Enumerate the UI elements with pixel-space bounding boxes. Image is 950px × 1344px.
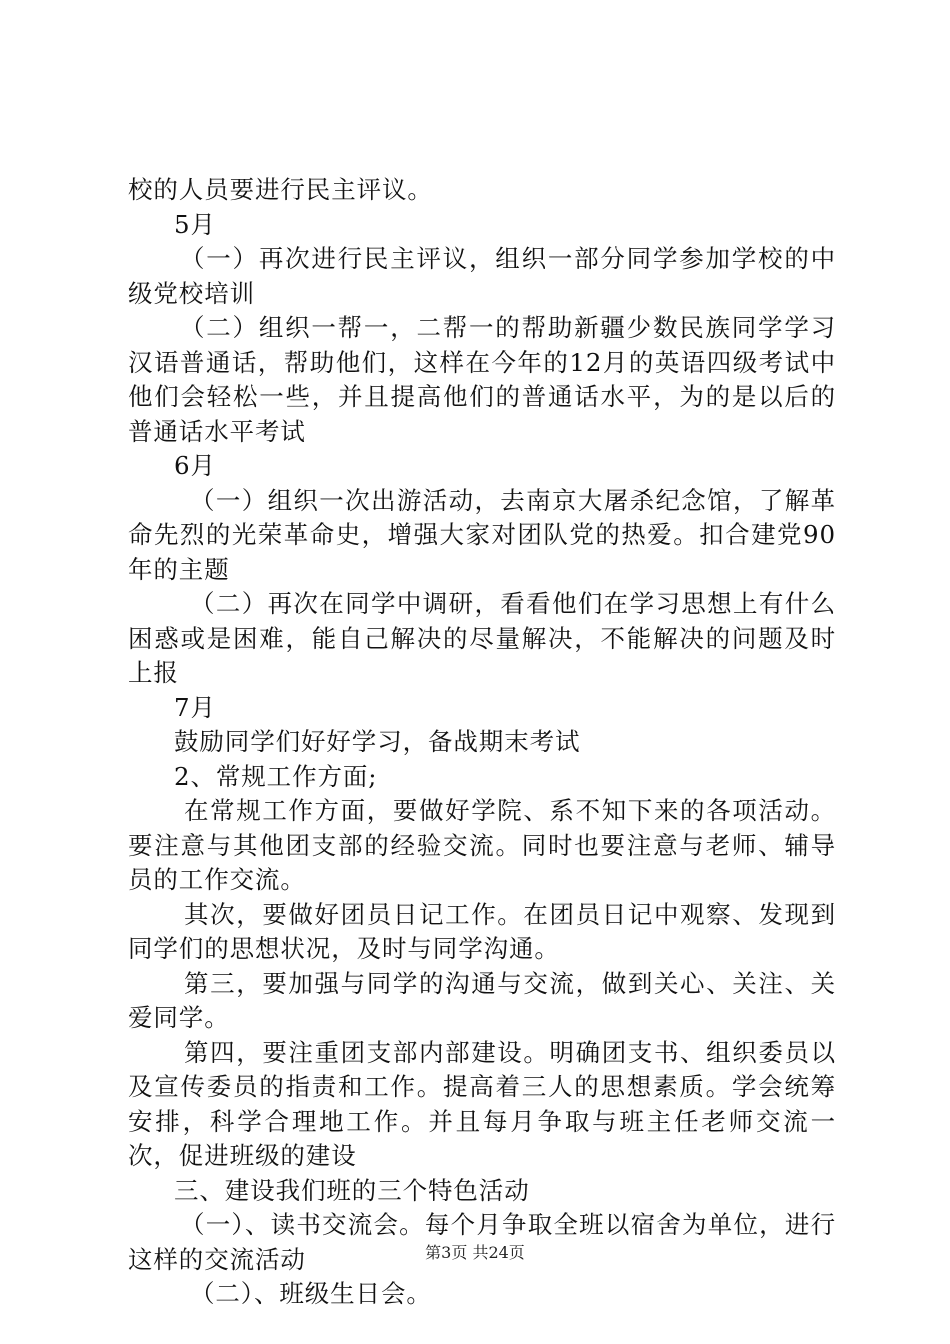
month-heading-july: 7月 xyxy=(174,692,216,722)
paragraph: （一）再次进行民主评议，组织一部分同学参加学校的中级党校培训 xyxy=(128,244,836,308)
month-heading-may: 5月 xyxy=(174,209,216,239)
section-heading: 三、建设我们班的三个特色活动 xyxy=(174,1175,530,1205)
paragraph: （二）、班级生日会。 xyxy=(190,1279,432,1308)
section-heading: 2、常规工作方面; xyxy=(174,761,378,791)
paragraph: 其次，要做好团员日记工作。在团员日记中观察、发现到同学们的思想状况，及时与同学沟通。 xyxy=(128,899,836,963)
paragraph: 第四，要注重团支部内部建设。明确团支书、组织委员以及宣传委员的指责和工作。提高着三人的思想素质。学会统筹安排，科学合理地工作。并且每月争取与班主任老师交流一次，促进班级的建设 xyxy=(128,1037,836,1170)
page-footer: 第3页 共24页 xyxy=(425,1243,525,1262)
paragraph: （一）组织一次出游活动，去南京大屠杀纪念馆，了解革命先烈的光荣革命史，增强大家对团队党的热爱。扣合建党90年的主题 xyxy=(128,485,836,584)
paragraph: 在常规工作方面，要做好学院、系不知下来的各项活动。要注意与其他团支部的经验交流。同时也要注意与老师、辅导员的工作交流。 xyxy=(128,796,836,894)
document-body xyxy=(128,173,836,1312)
paragraph: （一）、读书交流会。每个月争取全班以宿舍为单位，进行这样的交流活动 xyxy=(128,1210,836,1274)
paragraph: （二）组织一帮一，二帮一的帮助新疆少数民族同学学习汉语普通话，帮助他们，这样在今年的12月的英语四级考试中他们会轻松一些，并且提高他们的普通话水平，为的是以后的普通话水平考试 xyxy=(128,313,836,446)
paragraph: 鼓励同学们好好学习，备战期末考试 xyxy=(174,727,581,756)
month-heading-june: 6月 xyxy=(174,451,216,480)
paragraph: 校的人员要进行民主评议。 xyxy=(128,175,433,204)
paragraph: （二）再次在同学中调研，看看他们在学习思想上有什么困惑或是困难，能自己解决的尽量解决，不能解决的问题及时上报 xyxy=(128,589,836,687)
paragraph: 第三，要加强与同学的沟通与交流，做到关心、关注、关爱同学。 xyxy=(128,968,836,1032)
